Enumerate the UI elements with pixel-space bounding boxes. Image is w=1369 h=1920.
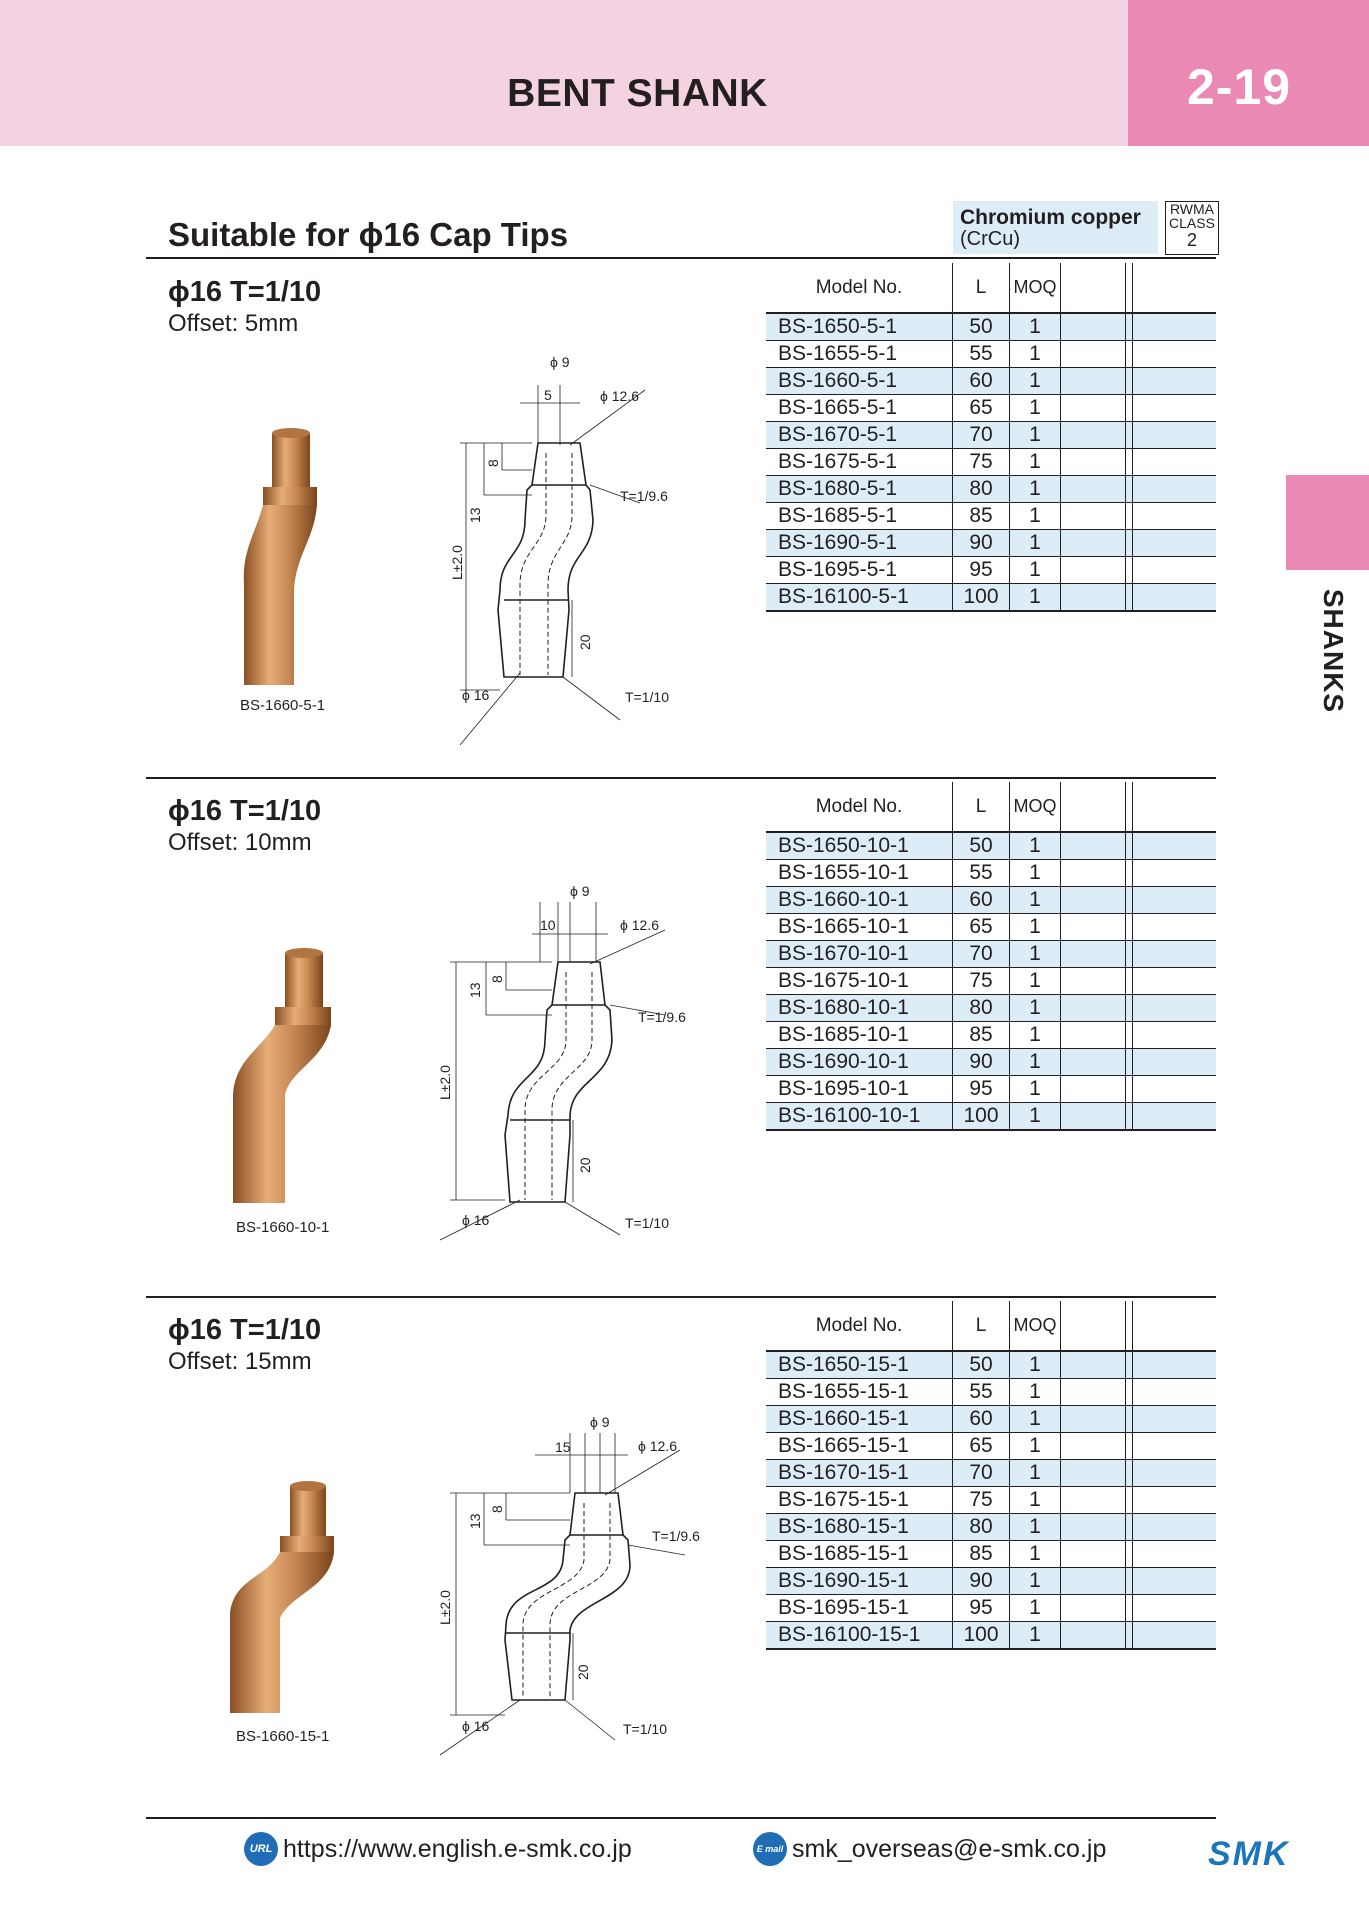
table-row: BS-1695-10-1 95 1 — [766, 1076, 1216, 1103]
dim-taper-top: T=1/9.6 — [638, 1009, 686, 1025]
table-row: BS-1690-5-1 90 1 — [766, 530, 1216, 557]
col-model: Model No. — [766, 263, 953, 313]
col-moq: MOQ — [1010, 782, 1061, 832]
section-rule — [146, 257, 1216, 259]
dim-13: 13 — [467, 1513, 483, 1529]
dim-phi-top: ϕ 9 — [550, 354, 570, 370]
table-row: BS-1665-10-1 65 1 — [766, 914, 1216, 941]
dim-length: L±2.0 — [437, 1065, 453, 1100]
table-row: BS-1655-5-1 55 1 — [766, 341, 1216, 368]
col-moq: MOQ — [1010, 263, 1061, 313]
dim-20: 20 — [575, 1664, 591, 1680]
dim-phi-bottom: ϕ 16 — [462, 1212, 490, 1228]
col-model: Model No. — [766, 782, 953, 832]
photo-label: BS-1660-15-1 — [236, 1728, 330, 1745]
col-model: Model No. — [766, 1301, 953, 1351]
dim-taper-bottom: T=1/10 — [625, 1215, 669, 1231]
dim-phi-mid: ϕ 12.6 — [638, 1438, 677, 1454]
dim-length: L±2.0 — [449, 545, 465, 580]
shank-photo — [225, 945, 350, 1210]
dim-13: 13 — [467, 507, 483, 523]
table-row: BS-1690-15-1 90 1 — [766, 1568, 1216, 1595]
table-row: BS-1680-10-1 80 1 — [766, 995, 1216, 1022]
dim-20: 20 — [577, 1157, 593, 1173]
table-row: BS-1680-15-1 80 1 — [766, 1514, 1216, 1541]
dim-length: L±2.0 — [437, 1590, 453, 1625]
table-row: BS-16100-10-1 100 1 — [766, 1103, 1216, 1131]
rwma-label: RWMA — [1169, 201, 1215, 217]
side-tab — [1318, 580, 1348, 720]
dim-taper-bottom: T=1/10 — [623, 1721, 667, 1737]
table-row: BS-1695-15-1 95 1 — [766, 1595, 1216, 1622]
col-l: L — [953, 263, 1010, 313]
col-l: L — [953, 1301, 1010, 1351]
block-divider — [146, 777, 1216, 779]
website-link[interactable]: https://www.english.e-smk.co.jp — [283, 1835, 632, 1863]
offset-label: Offset: 15mm — [168, 1348, 312, 1375]
smk-logo: SMK — [1208, 1835, 1290, 1873]
table-row: BS-1650-15-1 50 1 — [766, 1351, 1216, 1379]
table-row: BS-1670-5-1 70 1 — [766, 422, 1216, 449]
spec-title: ϕ16 T=1/10 — [168, 795, 322, 827]
dim-8: 8 — [485, 459, 501, 467]
col-moq: MOQ — [1010, 1301, 1061, 1351]
material-box — [953, 201, 1158, 254]
block-divider — [146, 1296, 1216, 1298]
email-link[interactable]: smk_overseas@e-smk.co.jp — [792, 1835, 1107, 1863]
dim-20: 20 — [577, 634, 593, 650]
offset-label: Offset: 10mm — [168, 829, 312, 856]
url-icon: URL — [244, 1832, 278, 1866]
table-row: BS-1655-15-1 55 1 — [766, 1379, 1216, 1406]
side-tab-label: SHANKS — [1318, 588, 1349, 714]
dim-offset: 15 — [555, 1439, 571, 1455]
dim-8: 8 — [489, 1505, 505, 1513]
dim-phi-mid: ϕ 12.6 — [620, 917, 659, 933]
technical-drawing — [420, 1395, 750, 1735]
table-row: BS-1675-5-1 75 1 — [766, 449, 1216, 476]
dim-taper-top: T=1/9.6 — [620, 488, 668, 504]
table-row: BS-1675-10-1 75 1 — [766, 968, 1216, 995]
dim-phi-top: ϕ 9 — [590, 1414, 610, 1430]
table-row: BS-16100-15-1 100 1 — [766, 1622, 1216, 1650]
dim-13: 13 — [467, 982, 483, 998]
table-row: BS-1665-15-1 65 1 — [766, 1433, 1216, 1460]
spec-table — [766, 263, 1216, 612]
table-row: BS-1660-15-1 60 1 — [766, 1406, 1216, 1433]
dim-offset: 10 — [540, 917, 556, 933]
technical-drawing — [420, 880, 750, 1231]
table-row: BS-1660-10-1 60 1 — [766, 887, 1216, 914]
table-row: BS-1690-10-1 90 1 — [766, 1049, 1216, 1076]
table-row: BS-1650-10-1 50 1 — [766, 832, 1216, 860]
dim-8: 8 — [489, 975, 505, 983]
table-row: BS-1685-10-1 85 1 — [766, 1022, 1216, 1049]
dim-phi-bottom: ϕ 16 — [462, 687, 490, 703]
table-row: BS-1680-5-1 80 1 — [766, 476, 1216, 503]
material-code: (CrCu) — [960, 228, 1020, 250]
table-row: BS-1670-10-1 70 1 — [766, 941, 1216, 968]
dim-phi-top: ϕ 9 — [570, 883, 590, 899]
dim-taper-top: T=1/9.6 — [652, 1528, 700, 1544]
table-row: BS-1685-5-1 85 1 — [766, 503, 1216, 530]
photo-label: BS-1660-10-1 — [236, 1219, 330, 1236]
dim-phi-mid: ϕ 12.6 — [600, 388, 639, 404]
shank-photo — [222, 1478, 352, 1718]
rwma-class-value: 2 — [1186, 230, 1197, 250]
shank-photo — [230, 425, 350, 690]
table-row: BS-1650-5-1 50 1 — [766, 313, 1216, 341]
table-row: BS-1665-5-1 65 1 — [766, 395, 1216, 422]
table-row: BS-16100-5-1 100 1 — [766, 584, 1216, 612]
spec-title: ϕ16 T=1/10 — [168, 276, 322, 308]
dim-phi-bottom: ϕ 16 — [462, 1718, 490, 1734]
spec-title: ϕ16 T=1/10 — [168, 1314, 322, 1346]
page-title: BENT SHANK — [507, 72, 768, 115]
page-number: 2-19 — [1186, 59, 1292, 115]
rwma-class-box — [1165, 201, 1219, 255]
footer-rule — [146, 1817, 1216, 1819]
email-icon: E mail — [753, 1832, 787, 1866]
rwma-class-label: CLASS — [1169, 215, 1215, 231]
side-tab-marker — [1286, 475, 1369, 570]
section-title: Suitable for ϕ16 Cap Tips — [168, 216, 569, 253]
technical-drawing — [420, 354, 750, 705]
dim-offset: 5 — [544, 387, 552, 403]
material-name: Chromium copper — [960, 206, 1141, 229]
spec-table — [766, 782, 1216, 1131]
offset-label: Offset: 5mm — [168, 310, 299, 337]
table-row: BS-1660-5-1 60 1 — [766, 368, 1216, 395]
table-row: BS-1655-10-1 55 1 — [766, 860, 1216, 887]
photo-label: BS-1660-5-1 — [240, 697, 326, 714]
table-row: BS-1695-5-1 95 1 — [766, 557, 1216, 584]
col-l: L — [953, 782, 1010, 832]
table-row: BS-1685-15-1 85 1 — [766, 1541, 1216, 1568]
table-row: BS-1675-15-1 75 1 — [766, 1487, 1216, 1514]
page-number-box — [1128, 0, 1369, 146]
table-row: BS-1670-15-1 70 1 — [766, 1460, 1216, 1487]
dim-taper-bottom: T=1/10 — [625, 689, 669, 705]
spec-table — [766, 1301, 1216, 1650]
